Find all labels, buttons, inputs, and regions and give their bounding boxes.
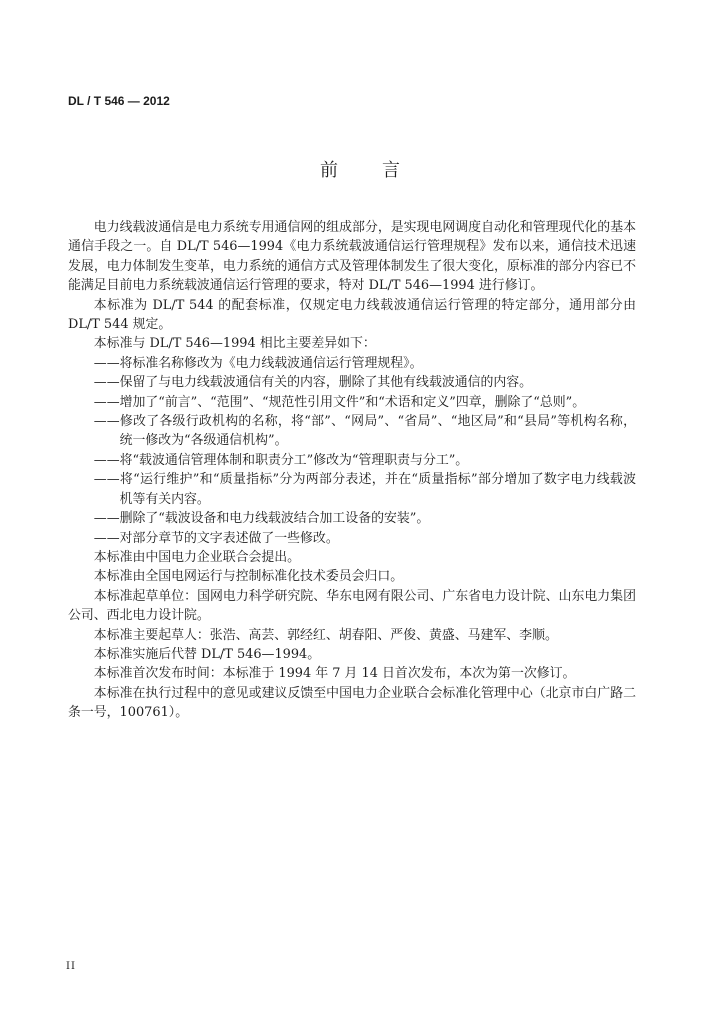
page-number: II [66, 961, 76, 972]
change-list-item: ——将标准名称修改为《电力线载波通信运行管理规程》。 [93, 355, 423, 371]
closing-paragraph: 本标准实施后代替 DL/T 546—1994。 [93, 646, 321, 662]
change-list-item: ——保留了与电力线载波通信有关的内容，删除了其他有线载波通信的内容。 [93, 375, 533, 391]
page-title: 前言 [320, 160, 444, 181]
closing-paragraph: 本标准起草单位：国网电力科学研究院、华东电网有限公司、广东省电力设计院、山东电力集团公司、西北电力设计院。 [68, 588, 636, 624]
standard-code-header: DL / T 546 — 2012 [68, 94, 170, 108]
change-list-item: ——将“载波通信管理体制和职责分工”修改为“管理职责与分工”。 [93, 452, 469, 468]
closing-paragraph: 本标准由全国电网运行与控制标准化技术委员会归口。 [93, 569, 404, 585]
intro-paragraph: 电力线载波通信是电力系统专用通信网的组成部分，是实现电网调度自动化和管理现代化的基本通信手段之一。自 DL/T 546—1994《电力系统载波通信运行管理规程》发布以来，通信技术迅速发展，电力体制发生变革，电力系统的通信方式及管理体制发生了很大变化，原标准的部分内容已不能满足目前电力系统载波通信运行管理的要求，特对 DL/T 546—1994 进行修订。 [68, 220, 636, 294]
closing-paragraph: 本标准由中国电力企业联合会提出。 [93, 549, 301, 565]
preface-body [68, 218, 636, 723]
intro-paragraph: 本标准与 DL/T 546—1994 相比主要差异如下： [93, 336, 376, 352]
change-list-item: ——对部分章节的文字表述做了一些修改。 [93, 530, 339, 546]
closing-paragraph: 本标准首次发布时间：本标准于 1994 年 7 月 14 日首次发布，本次为第一次修订。 [93, 666, 576, 682]
change-list-item: ——删除了“载波设备和电力线载波结合加工设备的安装”。 [93, 511, 430, 527]
change-list-item: ——将“运行维护”和“质量指标”分为两部分表述，并在“质量指标”部分增加了数字电力线载波机等有关内容。 [93, 472, 636, 507]
intro-paragraph: 本标准为 DL/T 544 的配套标准，仅规定电力线载波通信运行管理的特定部分，通用部分由 DL/T 544 规定。 [68, 297, 636, 333]
change-list-item: ——增加了“前言”、“范围”、“规范性引用文件”和“术语和定义”四章，删除了“总则”。 [93, 394, 586, 410]
closing-paragraph: 本标准在执行过程中的意见或建议反馈至中国电力企业联合会标准化管理中心（北京市白广路二条一号，100761）。 [68, 685, 636, 721]
change-list-item: ——修改了各级行政机构的名称，将“部”、“网局”、“省局”、“地区局”和“县局”等机构名称，统一修改为“各级通信机构”。 [93, 414, 636, 449]
closing-paragraph: 本标准主要起草人：张浩、高芸、郭经红、胡春阳、严俊、黄盛、马建军、李顺。 [93, 627, 558, 643]
